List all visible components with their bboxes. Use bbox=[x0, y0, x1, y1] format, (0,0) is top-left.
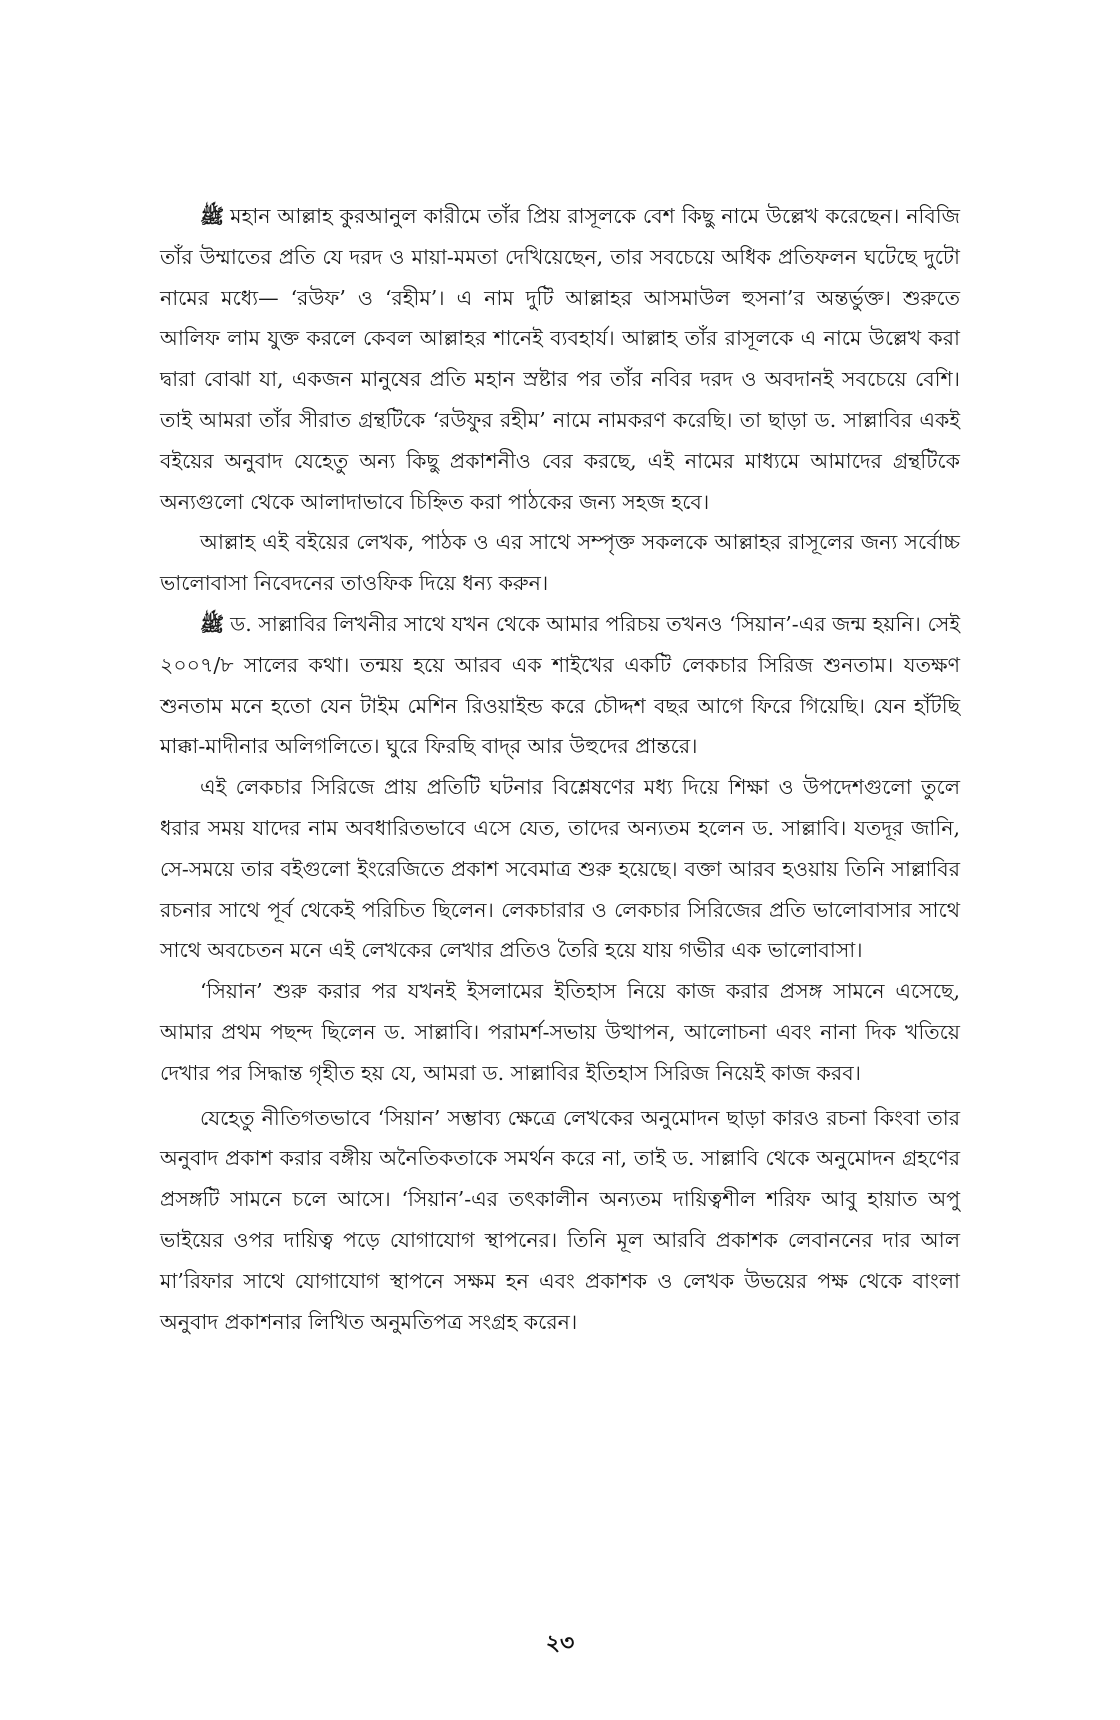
paragraph-3-text: ড. সাল্লাবির লিখনীর সাথে যখন থেকে আমার পরিচয় তখনও ‘সিয়ান’-এর জন্ম হয়নি। সেই ২০০৭/৮ সালের কথা। তন্ময় হয়ে আরব এক শাইখের একটি লেকচার সিরিজ শুনতাম। যতক্ষণ শুনতাম মনে হতো যেন টাইম মেশিন রিওয়াইন্ড করে চৌদ্দশ বছর আগে ফিরে গিয়েছি। যেন হাঁটছি মাক্কা-মাদীনার অলিগলিতে। ঘুরে ফিরছি বাদ্‌র আর উহুদের প্রান্তরে। bbox=[160, 611, 960, 759]
salawat-symbol-icon: ﷺ bbox=[200, 611, 225, 636]
paragraph-2-text: আল্লাহ এই বইয়ের লেখক, পাঠক ও এর সাথে সম্পৃক্ত সকলকে আল্লাহর রাসূলের জন্য সর্বোচ্চ ভালোবাসা নিবেদনের তাওফিক দিয়ে ধন্য করুন। bbox=[160, 530, 960, 596]
body-text bbox=[160, 196, 960, 1342]
page-body bbox=[160, 196, 960, 1616]
paragraph-3 bbox=[160, 604, 960, 767]
paragraph-4 bbox=[160, 767, 960, 971]
paragraph-4-text: এই লেকচার সিরিজে প্রায় প্রতিটি ঘটনার বিশ্লেষণের মধ্য দিয়ে শিক্ষা ও উপদেশগুলো তুলে ধরার সময় যাদের নাম অবধারিতভাবে এসে যেত, তাদের অন্যতম হলেন ড. সাল্লাবি। যতদূর জানি, সে-সময়ে তার বইগুলো ইংরেজিতে প্রকাশ সবেমাত্র শুরু হয়েছে। বক্তা আরব হওয়ায় তিনি সাল্লাবির রচনার সাথে পূর্ব থেকেই পরিচিত ছিলেন। লেকচারার ও লেকচার সিরিজের প্রতি ভালোবাসার সাথে সাথে অবচেতন মনে এই লেখকের লেখার প্রতিও তৈরি হয়ে যায় গভীর এক ভালোবাসা। bbox=[160, 775, 960, 963]
paragraph-5-text: ‘সিয়ান’ শুরু করার পর যখনই ইসলামের ইতিহাস নিয়ে কাজ করার প্রসঙ্গ সামনে এসেছে, আমার প্রথম পছন্দ ছিলেন ড. সাল্লাবি। পরামর্শ-সভায় উত্থাপন, আলোচনা এবং নানা দিক খতিয়ে দেখার পর সিদ্ধান্ত গৃহীত হয় যে, আমরা ড. সাল্লাবির ইতিহাস সিরিজ নিয়েই কাজ করব। bbox=[160, 979, 960, 1085]
page-number: ২৩ bbox=[545, 1630, 575, 1656]
paragraph-1-text: মহান আল্লাহ কুরআনুল কারীমে তাঁর প্রিয় রাসূলকে বেশ কিছু নামে উল্লেখ করেছেন। নবিজি তাঁর উম্মাতের প্রতি যে দরদ ও মায়া-মমতা দেখিয়েছেন, তার সবচেয়ে অধিক প্রতিফলন ঘটেছে দুটো নামের মধ্যে— ‘রউফ’ ও ‘রহীম’। এ নাম দুটি আল্লাহর আসমাউল হুসনা’র অন্তর্ভুক্ত। শুরুতে আলিফ লাম যুক্ত করলে কেবল আল্লাহর শানেই ব্যবহার্য। আল্লাহ তাঁর রাসূলকে এ নামে উল্লেখ করা দ্বারা বোঝা যা, একজন মানুষের প্রতি মহান স্রষ্টার পর তাঁর নবির দরদ ও অবদানই সবচেয়ে বেশি। তাই আমরা তাঁর সীরাত গ্রন্থটিকে ‘রউফুর রহীম’ নামে নামকরণ করেছি। তা ছাড়া ড. সাল্লাবির একই বইয়ের অনুবাদ যেহেতু অন্য কিছু প্রকাশনীও বের করছে, এই নামের মাধ্যমে আমাদের গ্রন্থটিকে অন্যগুলো থেকে আলাদাভাবে চিহ্নিত করা পাঠকের জন্য সহজ হবে। bbox=[160, 204, 961, 514]
paragraph-1 bbox=[160, 196, 960, 522]
paragraph-5 bbox=[160, 971, 960, 1093]
paragraph-6-text: যেহেতু নীতিগতভাবে ‘সিয়ান’ সম্ভাব্য ক্ষেত্রে লেখকের অনুমোদন ছাড়া কারও রচনা কিংবা তার অনুবাদ প্রকাশ করার বঙ্গীয় অনৈতিকতাকে সমর্থন করে না, তাই ড. সাল্লাবি থেকে অনুমোদন গ্রহণের প্রসঙ্গটি সামনে চলে আসে। ‘সিয়ান’-এর তৎকালীন অন্যতম দায়িত্বশীল শরিফ আবু হায়াত অপু ভাইয়ের ওপর দায়িত্ব পড়ে যোগাযোগ স্থাপনের। তিনি মূল আরবি প্রকাশক লেবাননের দার আল মা’রিফার সাথে যোগাযোগ স্থাপনে সক্ষম হন এবং প্রকাশক ও লেখক উভয়ের পক্ষ থেকে বাংলা অনুবাদ প্রকাশনার লিখিত অনুমতিপত্র সংগ্রহ করেন। bbox=[160, 1105, 960, 1334]
salawat-symbol-icon: ﷺ bbox=[200, 204, 225, 228]
paragraph-2 bbox=[160, 522, 960, 604]
paragraph-6 bbox=[160, 1098, 960, 1343]
